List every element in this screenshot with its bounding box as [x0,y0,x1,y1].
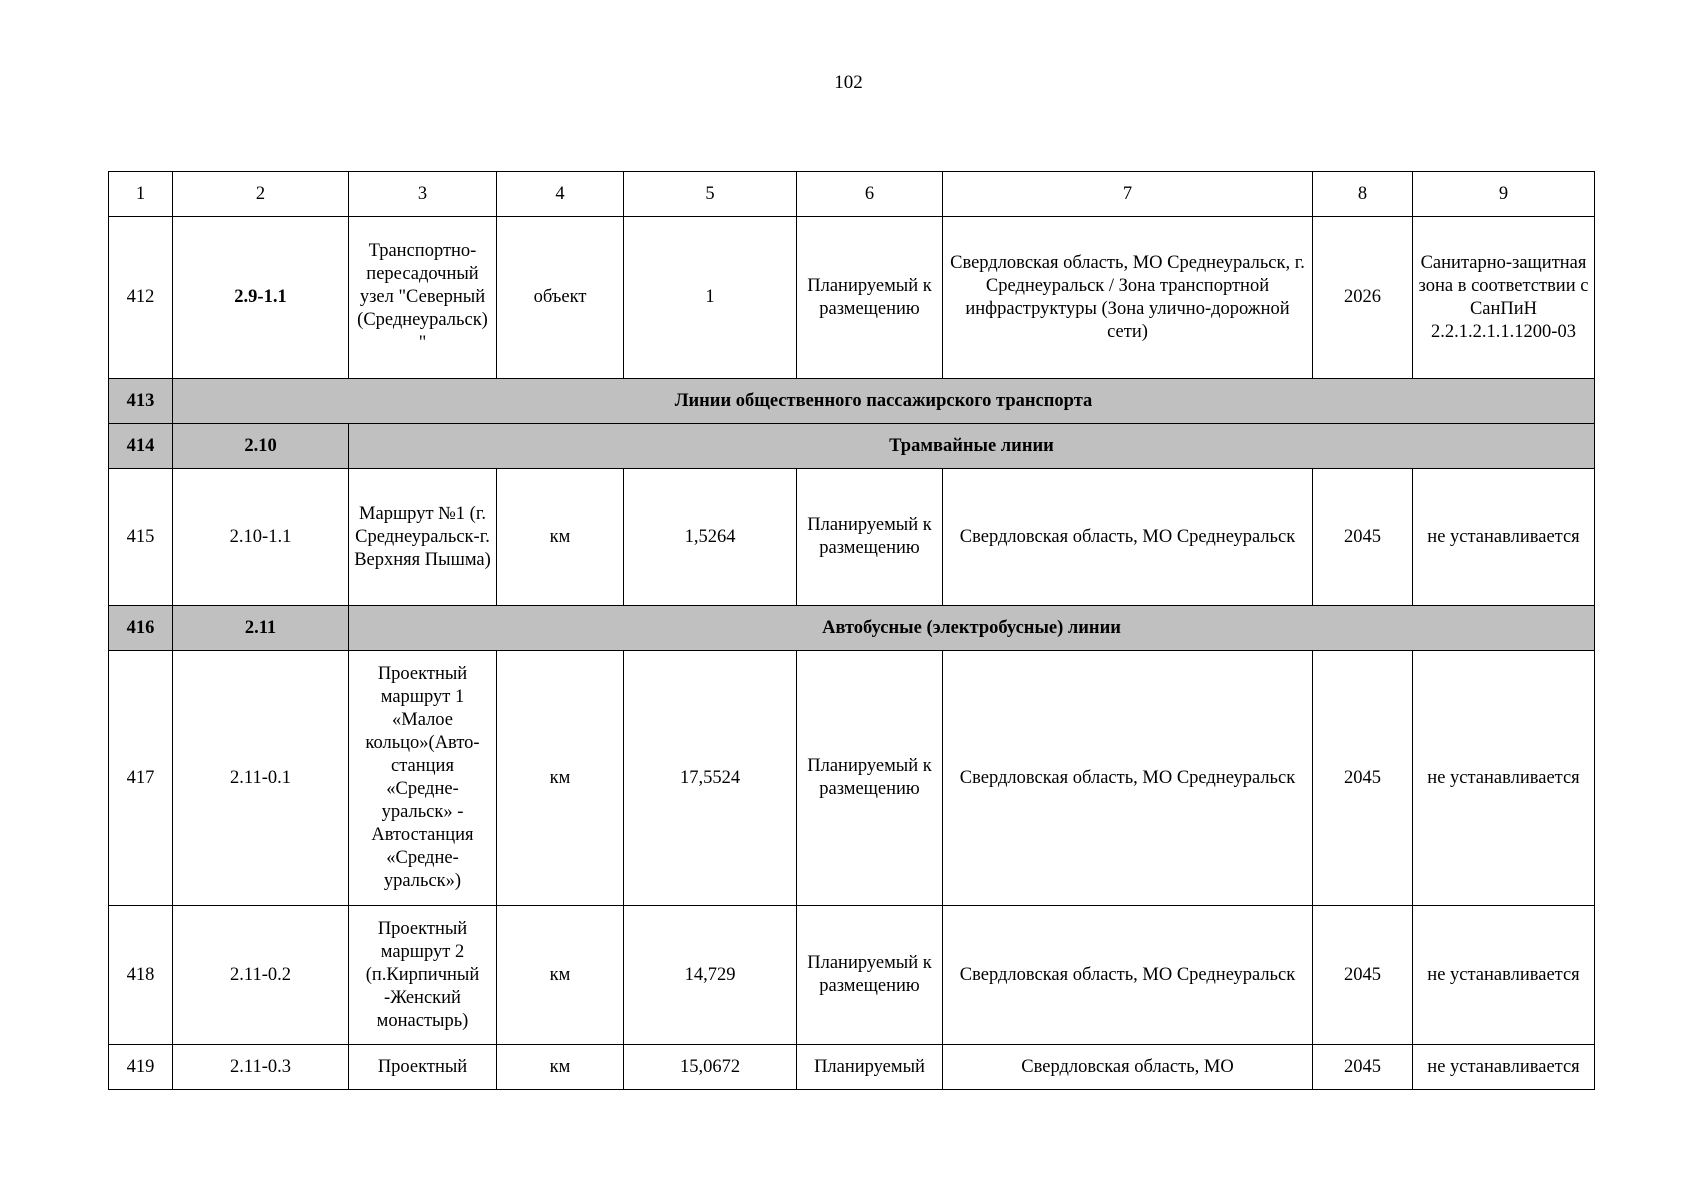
code-cell: 2.11-0.3 [173,1045,349,1090]
unit-cell: км [497,1045,624,1090]
value-cell: 15,0672 [624,1045,797,1090]
header-cell: 4 [497,172,624,217]
header-cell: 5 [624,172,797,217]
table-body [109,172,1595,1090]
section-title: Линии общественного пассажирского транспорта [173,379,1595,424]
status-cell: Планируемый к размещению [797,217,943,379]
section-title: Трамвайные линии [349,424,1595,469]
zone-cell: не устанавливается [1413,906,1595,1045]
row-number: 413 [109,379,173,424]
status-cell: Планируемый к размещению [797,469,943,606]
zone-cell: не устанавливается [1413,1045,1595,1090]
location-cell: Свердловская область, МО [943,1045,1313,1090]
row-number: 414 [109,424,173,469]
location-cell: Свердловская область, МО Среднеуральск [943,469,1313,606]
code-cell: 2.9-1.1 [173,217,349,379]
unit-cell: объект [497,217,624,379]
name-cell: Проектный маршрут 2 (п.Кирпичный -Женский монастырь) [349,906,497,1045]
row-number: 419 [109,1045,173,1090]
row-number: 412 [109,217,173,379]
name-cell: Проектный маршрут 1 «Малое кольцо»(Авто-станция «Средне-уральск» - Автостанция «Средне-уральск») [349,651,497,906]
name-cell: Транспортно-пересадочный узел "Северный (Среднеуральск)" [349,217,497,379]
table-row [109,217,1595,379]
page-number: 102 [834,72,863,93]
section-title: Автобусные (электробусные) линии [349,606,1595,651]
location-cell: Свердловская область, МО Среднеуральск, г. Среднеуральск / Зона транспортной инфраструктуры (Зона улично-дорожной сети) [943,217,1313,379]
header-cell: 2 [173,172,349,217]
subsection-row [109,606,1595,651]
unit-cell: км [497,651,624,906]
header-cell: 3 [349,172,497,217]
zone-cell: не устанавливается [1413,651,1595,906]
status-cell: Планируемый к размещению [797,651,943,906]
code-cell: 2.11-0.2 [173,906,349,1045]
table-row [109,651,1595,906]
row-number: 418 [109,906,173,1045]
header-cell: 6 [797,172,943,217]
header-cell: 8 [1313,172,1413,217]
value-cell: 1,5264 [624,469,797,606]
year-cell: 2045 [1313,651,1413,906]
header-cell: 9 [1413,172,1595,217]
row-number: 415 [109,469,173,606]
section-code: 2.10 [173,424,349,469]
objects-table [108,171,1595,1090]
zone-cell: не устанавливается [1413,469,1595,606]
name-cell: Проектный [349,1045,497,1090]
location-cell: Свердловская область, МО Среднеуральск [943,906,1313,1045]
code-cell: 2.11-0.1 [173,651,349,906]
table-row [109,469,1595,606]
location-cell: Свердловская область, МО Среднеуральск [943,651,1313,906]
table-row [109,1045,1595,1090]
value-cell: 1 [624,217,797,379]
year-cell: 2045 [1313,906,1413,1045]
code-cell: 2.10-1.1 [173,469,349,606]
unit-cell: км [497,906,624,1045]
zone-cell: Санитарно-защитная зона в соответствии с СанПиН 2.2.1.2.1.1.1200-03 [1413,217,1595,379]
table-row [109,906,1595,1045]
section-code: 2.11 [173,606,349,651]
header-row [109,172,1595,217]
year-cell: 2026 [1313,217,1413,379]
subsection-row [109,424,1595,469]
section-row [109,379,1595,424]
value-cell: 17,5524 [624,651,797,906]
header-cell: 1 [109,172,173,217]
year-cell: 2045 [1313,1045,1413,1090]
value-cell: 14,729 [624,906,797,1045]
status-cell: Планируемый [797,1045,943,1090]
row-number: 416 [109,606,173,651]
unit-cell: км [497,469,624,606]
name-cell: Маршрут №1 (г. Среднеуральск-г. Верхняя Пышма) [349,469,497,606]
status-cell: Планируемый к размещению [797,906,943,1045]
header-cell: 7 [943,172,1313,217]
year-cell: 2045 [1313,469,1413,606]
row-number: 417 [109,651,173,906]
